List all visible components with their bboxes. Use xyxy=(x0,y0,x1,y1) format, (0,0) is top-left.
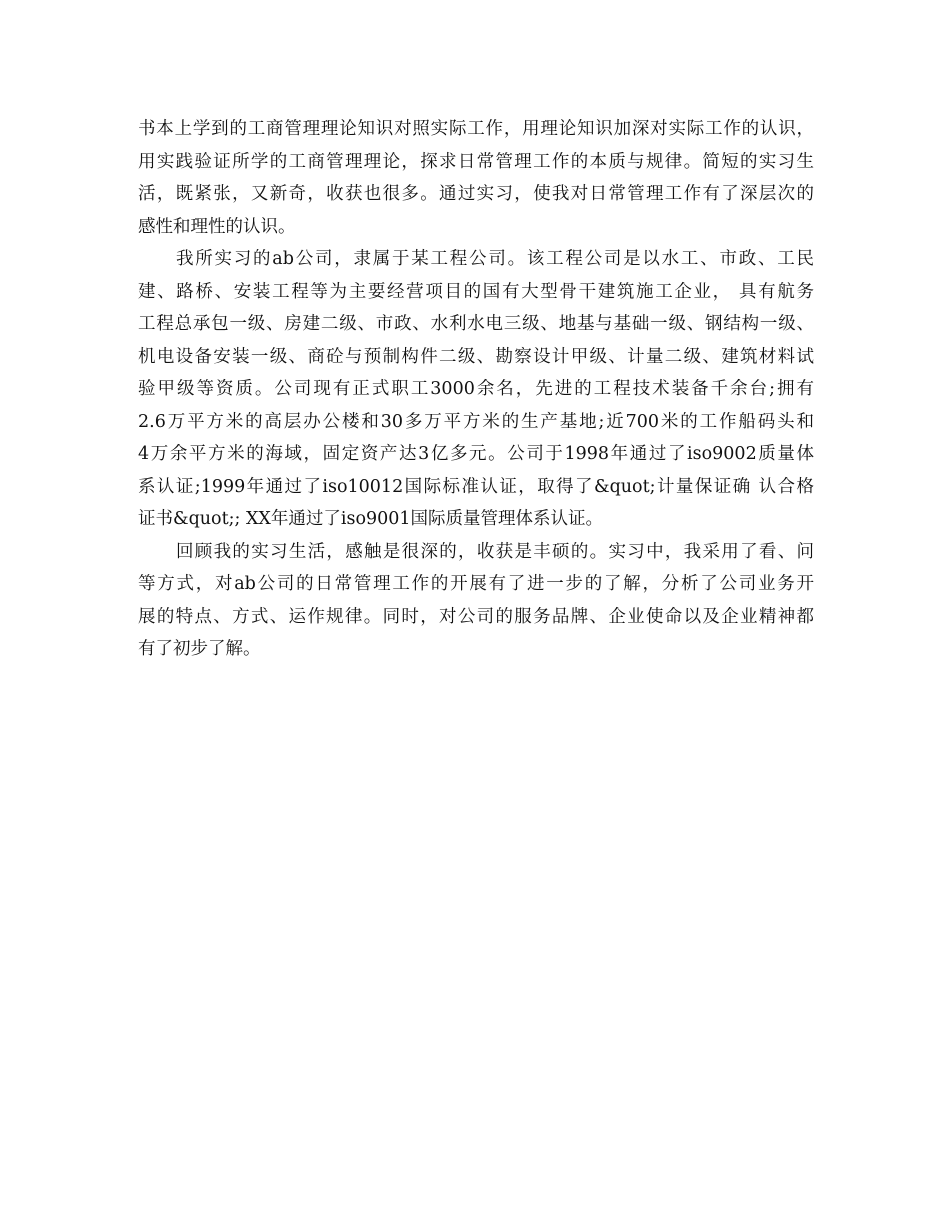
text-line: 工程总承包一级、房建二级、市政、水利水电三级、地基与基础一级、钢结构一级、 xyxy=(138,314,814,334)
text-line: 机电设备安装一级、商砼与预制构件二级、勘察设计甲级、计量二级、建筑材料试 xyxy=(138,346,814,367)
text-line: 展的特点、方式、运作规律。同时，对公司的服务品牌、企业使命以及企业精神都 xyxy=(138,606,814,627)
text-line: 有了初步了解。 xyxy=(138,639,261,659)
text-line: 等方式，对ab公司的日常管理工作的开展有了进一步的了解，分析了公司业务开 xyxy=(138,574,814,594)
text-line: 验甲级等资质。公司现有正式职工3000余名，先进的工程技术装备千余台;拥有 xyxy=(138,379,814,399)
document-body xyxy=(138,113,814,666)
text-line: 用实践验证所学的工商管理理论，探求日常管理工作的本质与规律。简短的实习生 xyxy=(138,151,814,172)
text-line: 书本上学到的工商管理理论知识对照实际工作，用理论知识加深对实际工作的认识， xyxy=(138,119,814,139)
text-line: 证书&quot;; XX年通过了iso9001国际质量管理体系认证。 xyxy=(138,509,604,529)
text-line: 2.6万平方米的高层办公楼和30多万平方米的生产基地;近700米的工作船码头和 xyxy=(138,411,814,432)
text-line: 回顾我的实习生活，感触是很深的，收获是丰硕的。实习中，我采用了看、问 xyxy=(176,541,814,562)
text-line: 系认证;1999年通过了iso10012国际标准认证，取得了&quot;计量保证确 认合格 xyxy=(138,476,814,497)
text-line: 活，既紧张，又新奇，收获也很多。通过实习，使我对日常管理工作有了深层次的 xyxy=(138,184,814,204)
text-line: 感性和理性的认识。 xyxy=(138,216,296,237)
paragraph-3 xyxy=(138,536,814,666)
text-line: 4万余平方米的海域，固定资产达3亿多元。公司于1998年通过了iso9002质量体 xyxy=(138,444,814,464)
text-line: 我所实习的ab公司，隶属于某工程公司。该工程公司是以水工、市政、工民 xyxy=(176,249,814,269)
paragraph-2 xyxy=(138,243,814,536)
paragraph-1 xyxy=(138,113,814,243)
text-line: 建、路桥、安装工程等为主要经营项目的国有大型骨干建筑施工企业， 具有航务 xyxy=(138,281,814,302)
